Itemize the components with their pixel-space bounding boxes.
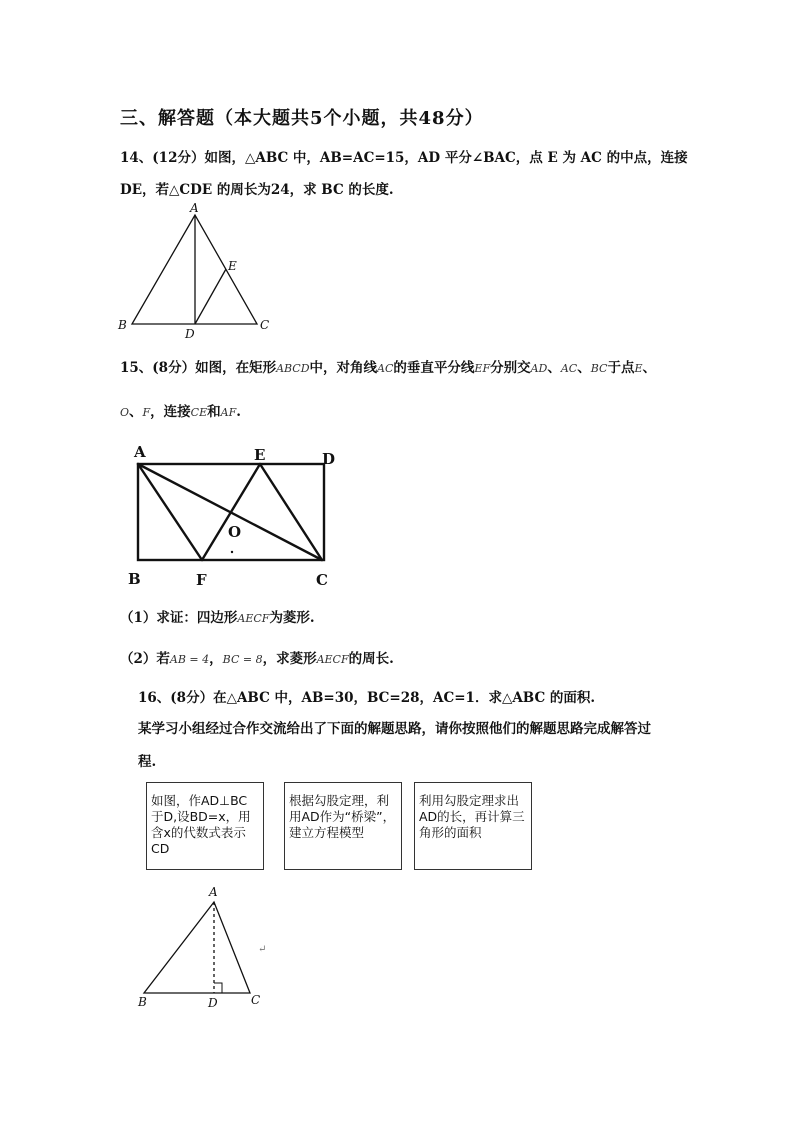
text-segment: 的垂直平分线 (393, 360, 475, 376)
q15-rectangle-figure (122, 440, 352, 590)
q14-label-d: D (185, 327, 195, 341)
q14-label-a: A (190, 201, 199, 215)
text-segment: 中，对角线 (309, 360, 378, 376)
q16-right-angle-mark (214, 983, 222, 993)
math-term: AB = 4 (169, 653, 210, 666)
text-segment: 、 (577, 360, 591, 376)
math-term: AC (560, 362, 578, 375)
math-term: AECF (316, 653, 349, 666)
section-title: 三、解答题（本大题共5个小题，共48分） (120, 108, 484, 129)
text-segment: ， (209, 651, 223, 667)
math-term: F (142, 406, 151, 419)
q16-triangle-figure (132, 880, 272, 1012)
text-segment: 、 (642, 360, 656, 376)
q16-text-line1: 16、(8分）在△ABC 中，AB=30，BC=28，AC=1．求△ABC 的面积. (138, 690, 596, 706)
q16-label-b: B (138, 995, 147, 1009)
q16-triangle-abc (144, 902, 250, 993)
q15-sub1 (120, 606, 315, 626)
math-term: ABCD (276, 362, 310, 375)
q14-label-b: B (118, 318, 127, 332)
text-segment: 分别交 (490, 360, 531, 376)
q15-text-line1 (120, 356, 656, 376)
q15-label-b: B (128, 570, 141, 588)
q16-return-mark: ↵ (258, 944, 267, 955)
q14-segment-de (195, 269, 226, 324)
text-segment: 于点 (607, 360, 635, 376)
q15-segment-af (138, 464, 202, 560)
q14-text-line1: 14、(12分）如图，△ABC 中，AB=AC=15，AD 平分∠BAC，点 E 为 AC 的中点，连接 (120, 150, 688, 166)
q15-label-e: E (254, 446, 266, 464)
text-segment: （1）求证：四边形 (120, 610, 238, 626)
q15-label-d: D (322, 450, 336, 468)
math-term: CE (190, 406, 208, 419)
math-term: AC (377, 362, 394, 375)
q14-label-c: C (260, 318, 270, 332)
text-segment: ，求菱形 (262, 651, 317, 667)
q15-label-f: F (196, 571, 207, 589)
q16-step-box-2: 根据勾股定理，利用AD作为“桥梁”，建立方程模型 (284, 782, 402, 870)
math-term: AF (220, 406, 237, 419)
q16-label-a: A (209, 885, 218, 899)
text-segment: ，连接 (150, 404, 191, 420)
q16-step-box-1: 如图，作AD⊥BC于D,设BD=x，用含x的代数式表示CD (146, 782, 264, 870)
q15-label-o: O (228, 523, 242, 541)
text-segment: 、 (129, 404, 143, 420)
q15-segment-fe (202, 464, 260, 560)
q15-sub2 (120, 647, 394, 667)
text-segment: 和 (207, 404, 221, 420)
q15-segment-ec (260, 464, 322, 560)
math-term: EF (474, 362, 491, 375)
q16-label-d: D (208, 996, 218, 1010)
q14-triangle-figure (112, 198, 282, 343)
q15-label-a: A (134, 443, 146, 461)
math-term: E (634, 362, 643, 375)
q16-text-line3: 程. (138, 754, 157, 770)
q15-text-line2 (120, 400, 241, 420)
q14-text-line2: DE，若△CDE 的周长为24，求 BC 的长度. (120, 182, 394, 198)
q16-label-c: C (251, 993, 261, 1007)
text-segment: 的周长. (348, 651, 394, 667)
math-term: O (120, 406, 130, 419)
math-term: BC (590, 362, 608, 375)
text-segment: 为菱形. (269, 610, 315, 626)
text-segment: 、 (547, 360, 561, 376)
math-term: AECF (237, 612, 270, 625)
q15-label-c: C (316, 571, 328, 589)
math-term: AD (530, 362, 548, 375)
text-segment: . (236, 404, 241, 420)
math-term: BC = 8 (222, 653, 263, 666)
q14-label-e: E (228, 259, 237, 273)
text-segment: 15、(8分）如图，在矩形 (120, 360, 277, 376)
q16-text-line2: 某学习小组经过合作交流给出了下面的解题思路，请你按照他们的解题思路完成解答过 (138, 721, 651, 737)
text-segment: （2）若 (120, 651, 170, 667)
q16-step-box-3: 利用勾股定理求出AD的长，再计算三角形的面积 (414, 782, 532, 870)
